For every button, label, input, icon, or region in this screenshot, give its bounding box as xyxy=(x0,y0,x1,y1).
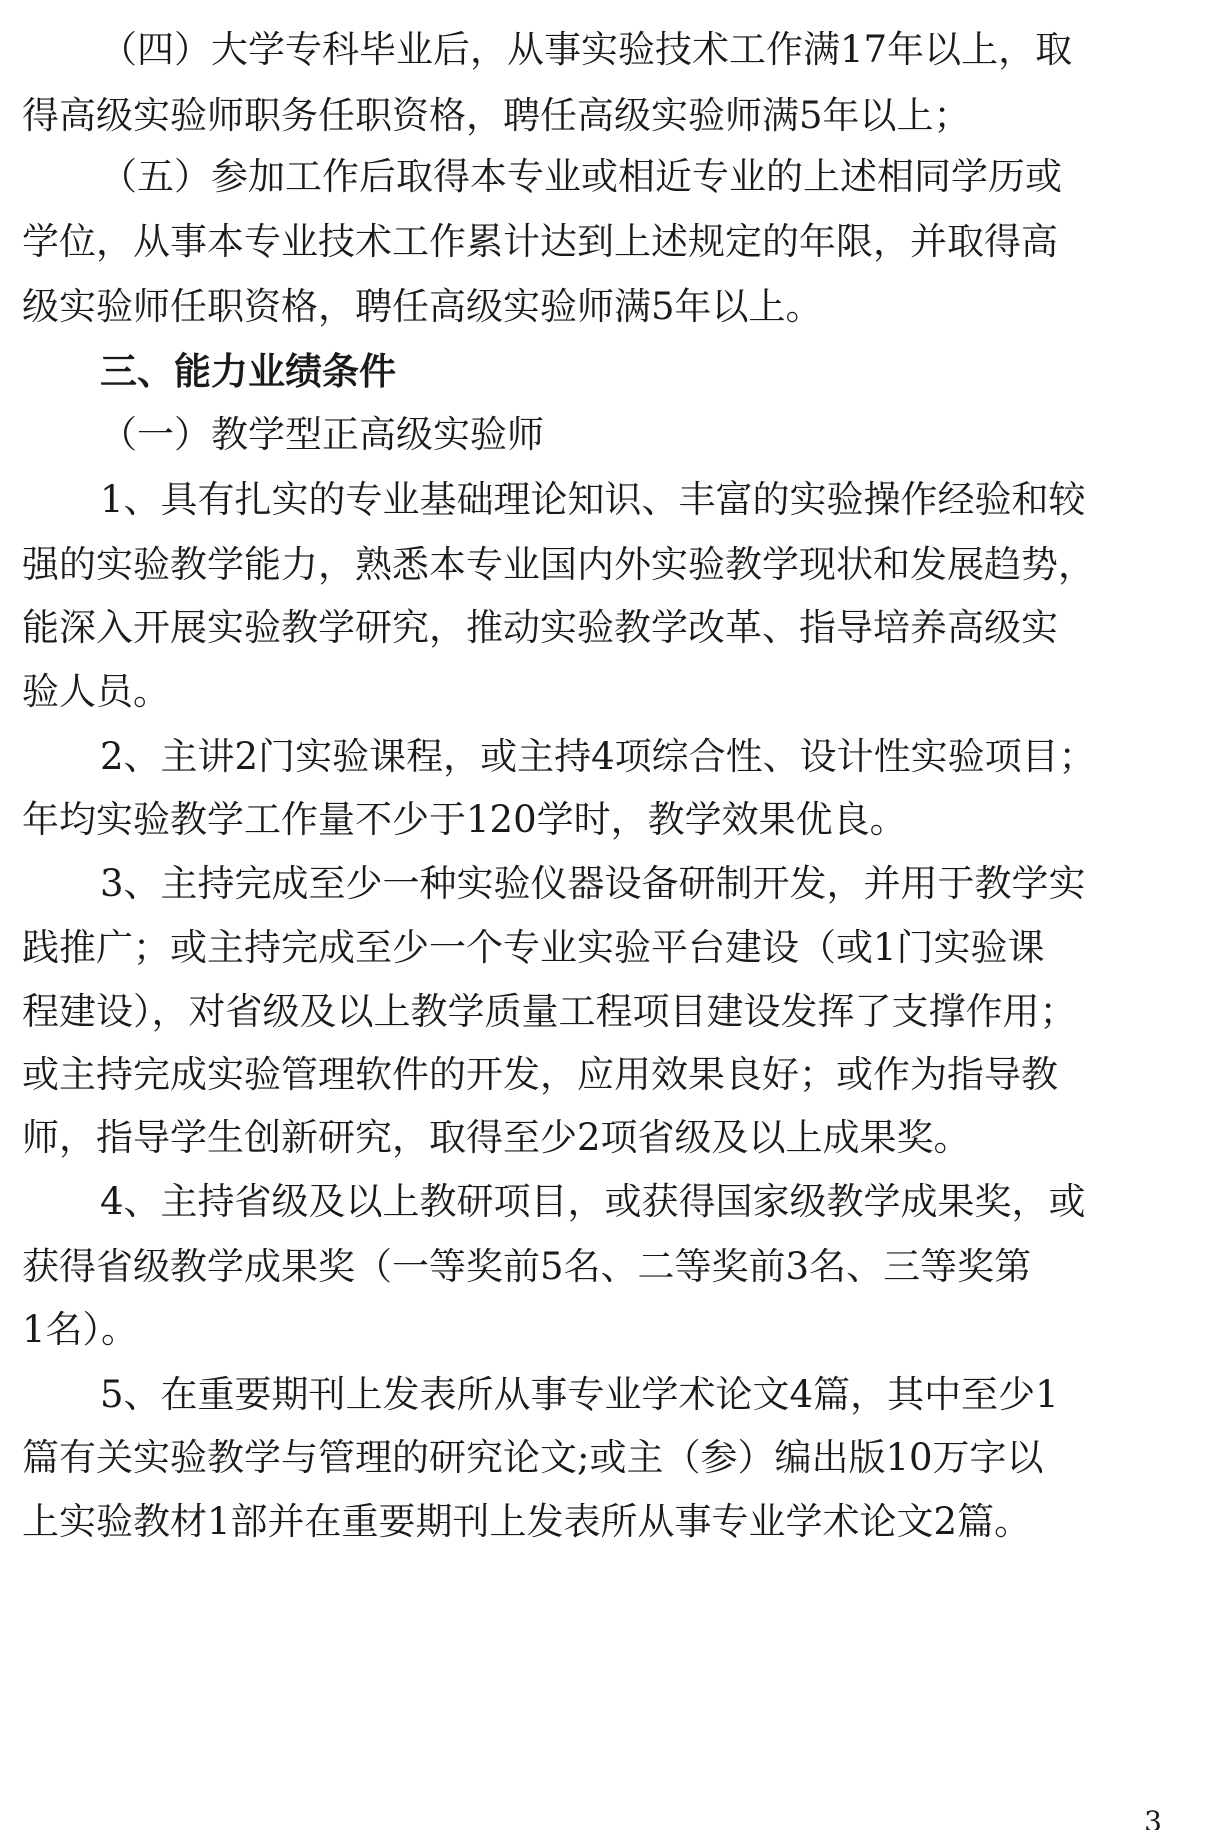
text-line: 践推广；或主持完成至少一个专业实验平台建设（或1门实验课 xyxy=(22,926,1045,969)
text-line: 年均实验教学工作量不少于120学时，教学效果优良。 xyxy=(22,798,907,841)
text-line: 1、具有扎实的专业基础理论知识、丰富的实验操作经验和较 xyxy=(100,478,1086,521)
text-line: 5、在重要期刊上发表所从事专业学术论文4篇，其中至少1 xyxy=(100,1373,1059,1416)
text-line: 级实验师任职资格，聘任高级实验师满5年以上。 xyxy=(22,285,823,328)
text-line: 程建设），对省级及以上教学质量工程项目建设发挥了支撑作用； xyxy=(22,990,1077,1033)
subsection-heading: （一）教学型正高级实验师 xyxy=(100,413,544,456)
text-line: 能深入开展实验教学研究，推动实验教学改革、指导培养高级实 xyxy=(22,606,1058,649)
text-line: 4、主持省级及以上教研项目，或获得国家级教学成果奖，或 xyxy=(100,1180,1086,1223)
text-line: 3、主持完成至少一种实验仪器设备研制开发，并用于教学实 xyxy=(100,862,1086,905)
text-line: 强的实验教学能力，熟悉本专业国内外实验教学现状和发展趋势， xyxy=(22,543,1095,586)
text-line: 或主持完成实验管理软件的开发，应用效果良好；或作为指导教 xyxy=(22,1053,1058,1096)
text-line: 篇有关实验教学与管理的研究论文;或主（参）编出版10万字以 xyxy=(22,1436,1044,1479)
text-line: 验人员。 xyxy=(22,670,170,713)
text-line: 师，指导学生创新研究，取得至少2项省级及以上成果奖。 xyxy=(22,1116,971,1159)
section-heading: 三、能力业绩条件 xyxy=(100,350,396,393)
text-line: 得高级实验师职务任职资格，聘任高级实验师满5年以上； xyxy=(22,94,971,137)
text-line: 获得省级教学成果奖（一等奖前5名、二等奖前3名、三等奖第 xyxy=(22,1245,1032,1288)
text-line: 学位，从事本专业技术工作累计达到上述规定的年限，并取得高 xyxy=(22,220,1058,263)
text-line: 上实验教材1部并在重要期刊上发表所从事专业学术论文2篇。 xyxy=(22,1500,1032,1543)
text-line: 1名）。 xyxy=(22,1308,139,1351)
text-line: （四）大学专科毕业后，从事实验技术工作满17年以上，取 xyxy=(100,28,1073,71)
text-line: 2、主讲2门实验课程，或主持4项综合性、设计性实验项目； xyxy=(100,735,1096,778)
page-number: 3 xyxy=(1144,1810,1162,1830)
text-line: （五）参加工作后取得本专业或相近专业的上述相同学历或 xyxy=(100,155,1062,198)
